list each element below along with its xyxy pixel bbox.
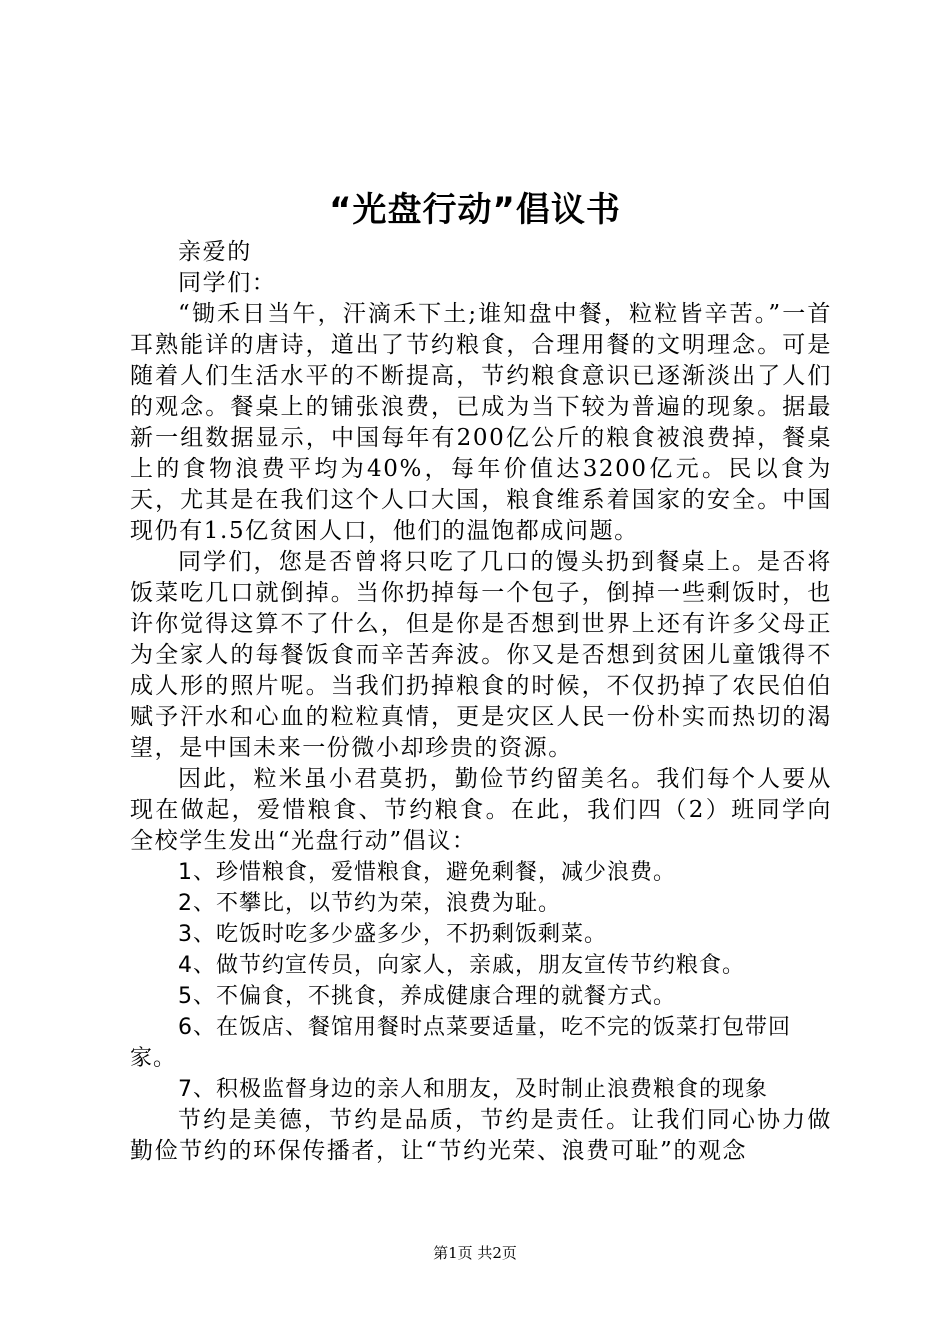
page-number: 第1页 共2页 [433, 1244, 517, 1262]
salutation-line-1: 亲爱的 [178, 239, 252, 265]
paragraph-1: “锄禾日当午，汗滴禾下土;谁知盘中餐，粒粒皆辛苦。”一首耳熟能详的唐诗，道出了节约粮食，合理用餐的文明理念。可是随着人们生活水平的不断提高，节约粮食意识已逐渐淡出了人们的观念。餐桌上的铺张浪费，已成为当下较为普遍的现象。据最新一组数据显示，中国每年有200亿公斤的粮食被浪费掉，餐桌上的食物浪费平均为40%，每年价值达3200亿元。民以食为天，尤其是在我们这个人口大国，粮食维系着国家的安全。中国现仍有1.5亿贫困人口，他们的温饱都成问题。 [130, 301, 832, 544]
list-item: 5、不偏食，不挑食，养成健康合理的就餐方式。 [178, 984, 676, 1009]
list-item: 3、吃饭时吃多少盛多少，不扔剩饭剩菜。 [178, 922, 607, 947]
list-item: 4、做节约宣传员，向家人，亲戚，朋友宣传节约粮食。 [178, 953, 745, 978]
list-item: 2、不攀比，以节约为荣，浪费为耻。 [178, 891, 561, 916]
list-item: 7、积极监督身边的亲人和朋友，及时制止浪费粮食的现象 [178, 1077, 768, 1102]
list-item: 1、珍惜粮食，爱惜粮食，避免剩餐，减少浪费。 [178, 860, 676, 885]
document-title: “光盘行动”倡议书 [329, 190, 621, 230]
salutation-line-2: 同学们： [178, 270, 277, 296]
paragraph-3: 因此，粒米虽小君莫扔，勤俭节约留美名。我们每个人要从现在做起，爱惜粮食、节约粮食。在此，我们四（2）班同学向全校学生发出“光盘行动”倡议： [130, 766, 832, 854]
paragraph-2: 同学们，您是否曾将只吃了几口的馒头扔到餐桌上。是否将饭菜吃几口就倒掉。当你扔掉每一个包子，倒掉一些剩饭时，也许你觉得这算不了什么，但是你是否想到世界上还有许多父母正为全家人的每餐饭食而辛苦奔波。你又是否想到贫困儿童饿得不成人形的照片呢。当我们扔掉粮食的时候，不仅扔掉了农民伯伯赋予汗水和心血的粒粒真情，更是灾区人民一份朴实而热切的渴望，是中国未来一份微小却珍贵的资源。 [130, 549, 832, 761]
closing-paragraph: 节约是美德，节约是品质，节约是责任。让我们同心协力做勤俭节约的环保传播者，让“节约光荣、浪费可耻”的观念 [130, 1107, 832, 1164]
list-item: 6、在饭店、餐馆用餐时点菜要适量，吃不完的饭菜打包带回家。 [130, 1015, 791, 1071]
document-body [130, 237, 832, 1167]
